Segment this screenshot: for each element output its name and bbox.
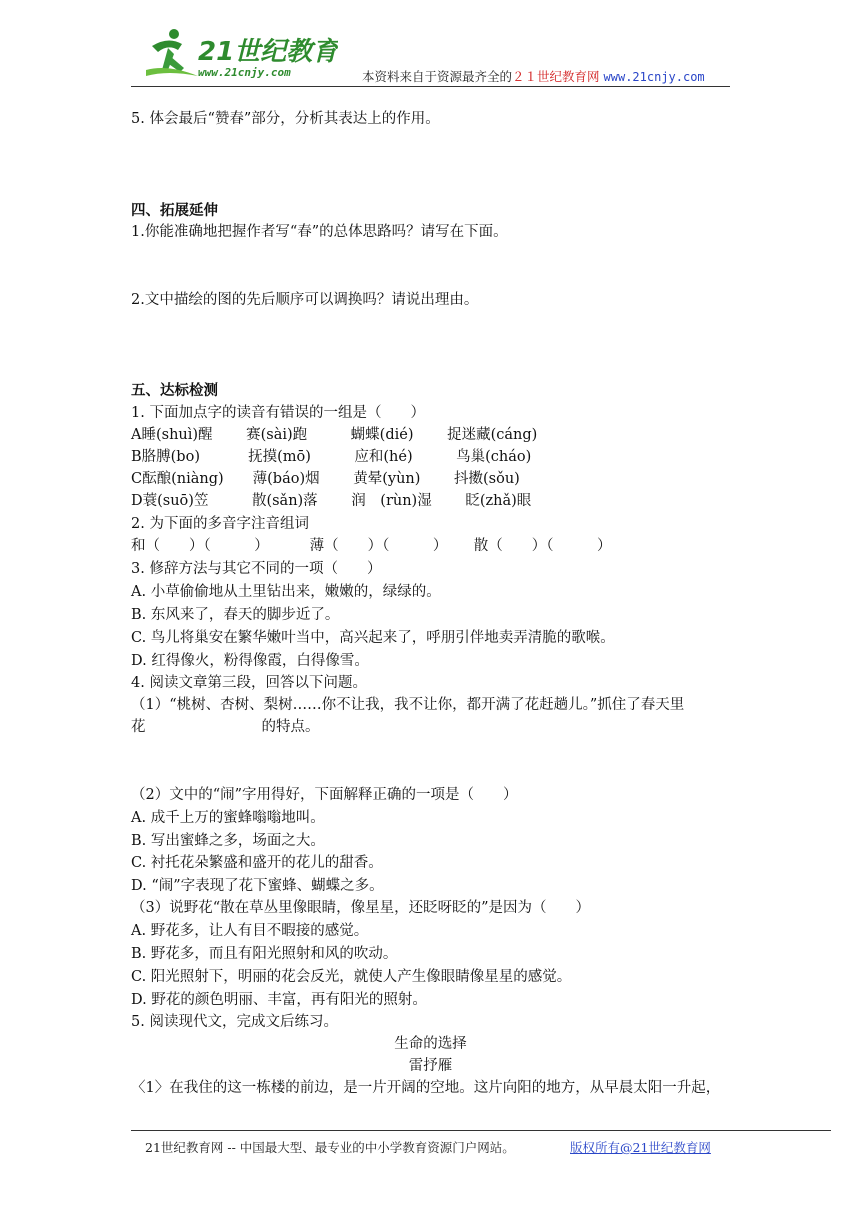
logo-title: 21世纪教育 [198, 37, 338, 67]
test-question-4-part-2-option-a: A. 成千上万的蜜蜂嗡嗡地叫。 [131, 810, 325, 826]
test-question-1: 1. 下面加点字的读音有错误的一组是（ ） [131, 405, 425, 421]
test-question-4-part-2: （2）文中的“闹”字用得好，下面解释正确的一项是（ ） [131, 787, 518, 803]
question-5-analysis: 5. 体会最后“赞春”部分，分析其表达上的作用。 [131, 111, 440, 127]
test-question-5: 5. 阅读现代文，完成文后练习。 [131, 1014, 338, 1030]
test-question-4-part-2-option-c: C. 衬托花朵繁盛和盛开的花儿的甜香。 [131, 855, 383, 871]
test-question-1-option-a: A睡(shuì)醒 赛(sài)跑 蝴蝶(dié) 捉迷藏(cáng) [131, 427, 538, 443]
header-site-name[interactable]: ２１世纪教育网 [512, 69, 600, 84]
footer-divider [131, 1130, 831, 1131]
test-question-3-option-b: B. 东风来了，春天的脚步近了。 [131, 607, 340, 623]
test-question-4-part-2-option-d: D. “闹”字表现了花下蜜蜂、蝴蝶之多。 [131, 878, 384, 894]
test-question-4-part-1-line-1: （1）“桃树、杏树、梨树……你不让我，我不让你，都开满了花赶趟儿。”抓住了春天里 [131, 697, 685, 713]
logo-url: www.21cnjy.com [198, 66, 291, 79]
footer-copyright-link[interactable]: 版权所有@21世纪教育网 [570, 1140, 711, 1155]
test-question-4-part-3-option-a: A. 野花多，让人有目不暇接的感觉。 [131, 923, 369, 939]
test-question-4-part-2-option-b: B. 写出蜜蜂之多，场面之大。 [131, 833, 325, 849]
passage-paragraph-1: 〈1〉在我住的这一栋楼的前边，是一片开阔的空地。这片向阳的地方，从早晨太阳一升起， [131, 1080, 721, 1096]
header-divider [131, 86, 730, 87]
test-question-4-part-3: （3）说野花“散在草丛里像眼睛，像星星，还眨呀眨的”是因为（ ） [131, 900, 591, 916]
header-note-prefix: 本资料来自于资源最齐全的 [362, 69, 513, 84]
test-question-3-option-a: A. 小草偷偷地从土里钻出来，嫩嫩的，绿绿的。 [131, 584, 441, 600]
section-4-question-2: 2.文中描绘的图的先后顺序可以调换吗？请说出理由。 [131, 292, 479, 308]
header-note [362, 67, 705, 85]
test-question-3-option-d: D. 红得像火，粉得像霞，白得像雪。 [131, 653, 369, 669]
header-url-link[interactable]: www.21cnjy.com [603, 70, 705, 84]
test-question-4-part-3-option-c: C. 阳光照射下，明丽的花会反光，就使人产生像眼睛像星星的感觉。 [131, 969, 572, 985]
test-question-2-blanks: 和（ ）（ ） 薄（ ）（ ） 散（ ）（ ） [131, 538, 612, 554]
site-logo [138, 26, 338, 82]
footer-text: 21世纪教育网 -- 中国最大型、最专业的中小学教育资源门户网站。 [145, 1140, 515, 1155]
test-question-1-option-d: D蓑(suō)笠 散(sǎn)落 润 (rùn)湿 眨(zhǎ)眼 [131, 493, 532, 509]
test-question-4-part-3-option-b: B. 野花多，而且有阳光照射和风的吹动。 [131, 946, 398, 962]
passage-author: 雷抒雁 [408, 1058, 453, 1074]
section-5-title: 五、达标检测 [131, 383, 218, 399]
section-4-question-1: 1.你能准确地把握作者写“春”的总体思路吗？请写在下面。 [131, 224, 508, 240]
test-question-1-option-c: C酝酿(niàng) 薄(báo)烟 黄晕(yùn) 抖擞(sǒu) [131, 471, 520, 487]
section-4-title: 四、拓展延伸 [131, 203, 218, 219]
test-question-4: 4. 阅读文章第三段，回答以下问题。 [131, 675, 367, 691]
passage-title: 生命的选择 [394, 1036, 467, 1052]
test-question-4-part-1-line-2: 花 的特点。 [131, 719, 320, 735]
test-question-1-option-b: B胳膊(bo) 抚摸(mō) 应和(hé) 鸟巢(cháo) [131, 449, 532, 465]
test-question-4-part-3-option-d: D. 野花的颜色明丽、丰富，再有阳光的照射。 [131, 992, 427, 1008]
test-question-3: 3. 修辞方法与其它不同的一项（ ） [131, 561, 382, 577]
test-question-2: 2. 为下面的多音字注音组词 [131, 516, 309, 532]
test-question-3-option-c: C. 鸟儿将巢安在繁华嫩叶当中，高兴起来了，呼朋引伴地卖弄清脆的歌喉。 [131, 630, 615, 646]
